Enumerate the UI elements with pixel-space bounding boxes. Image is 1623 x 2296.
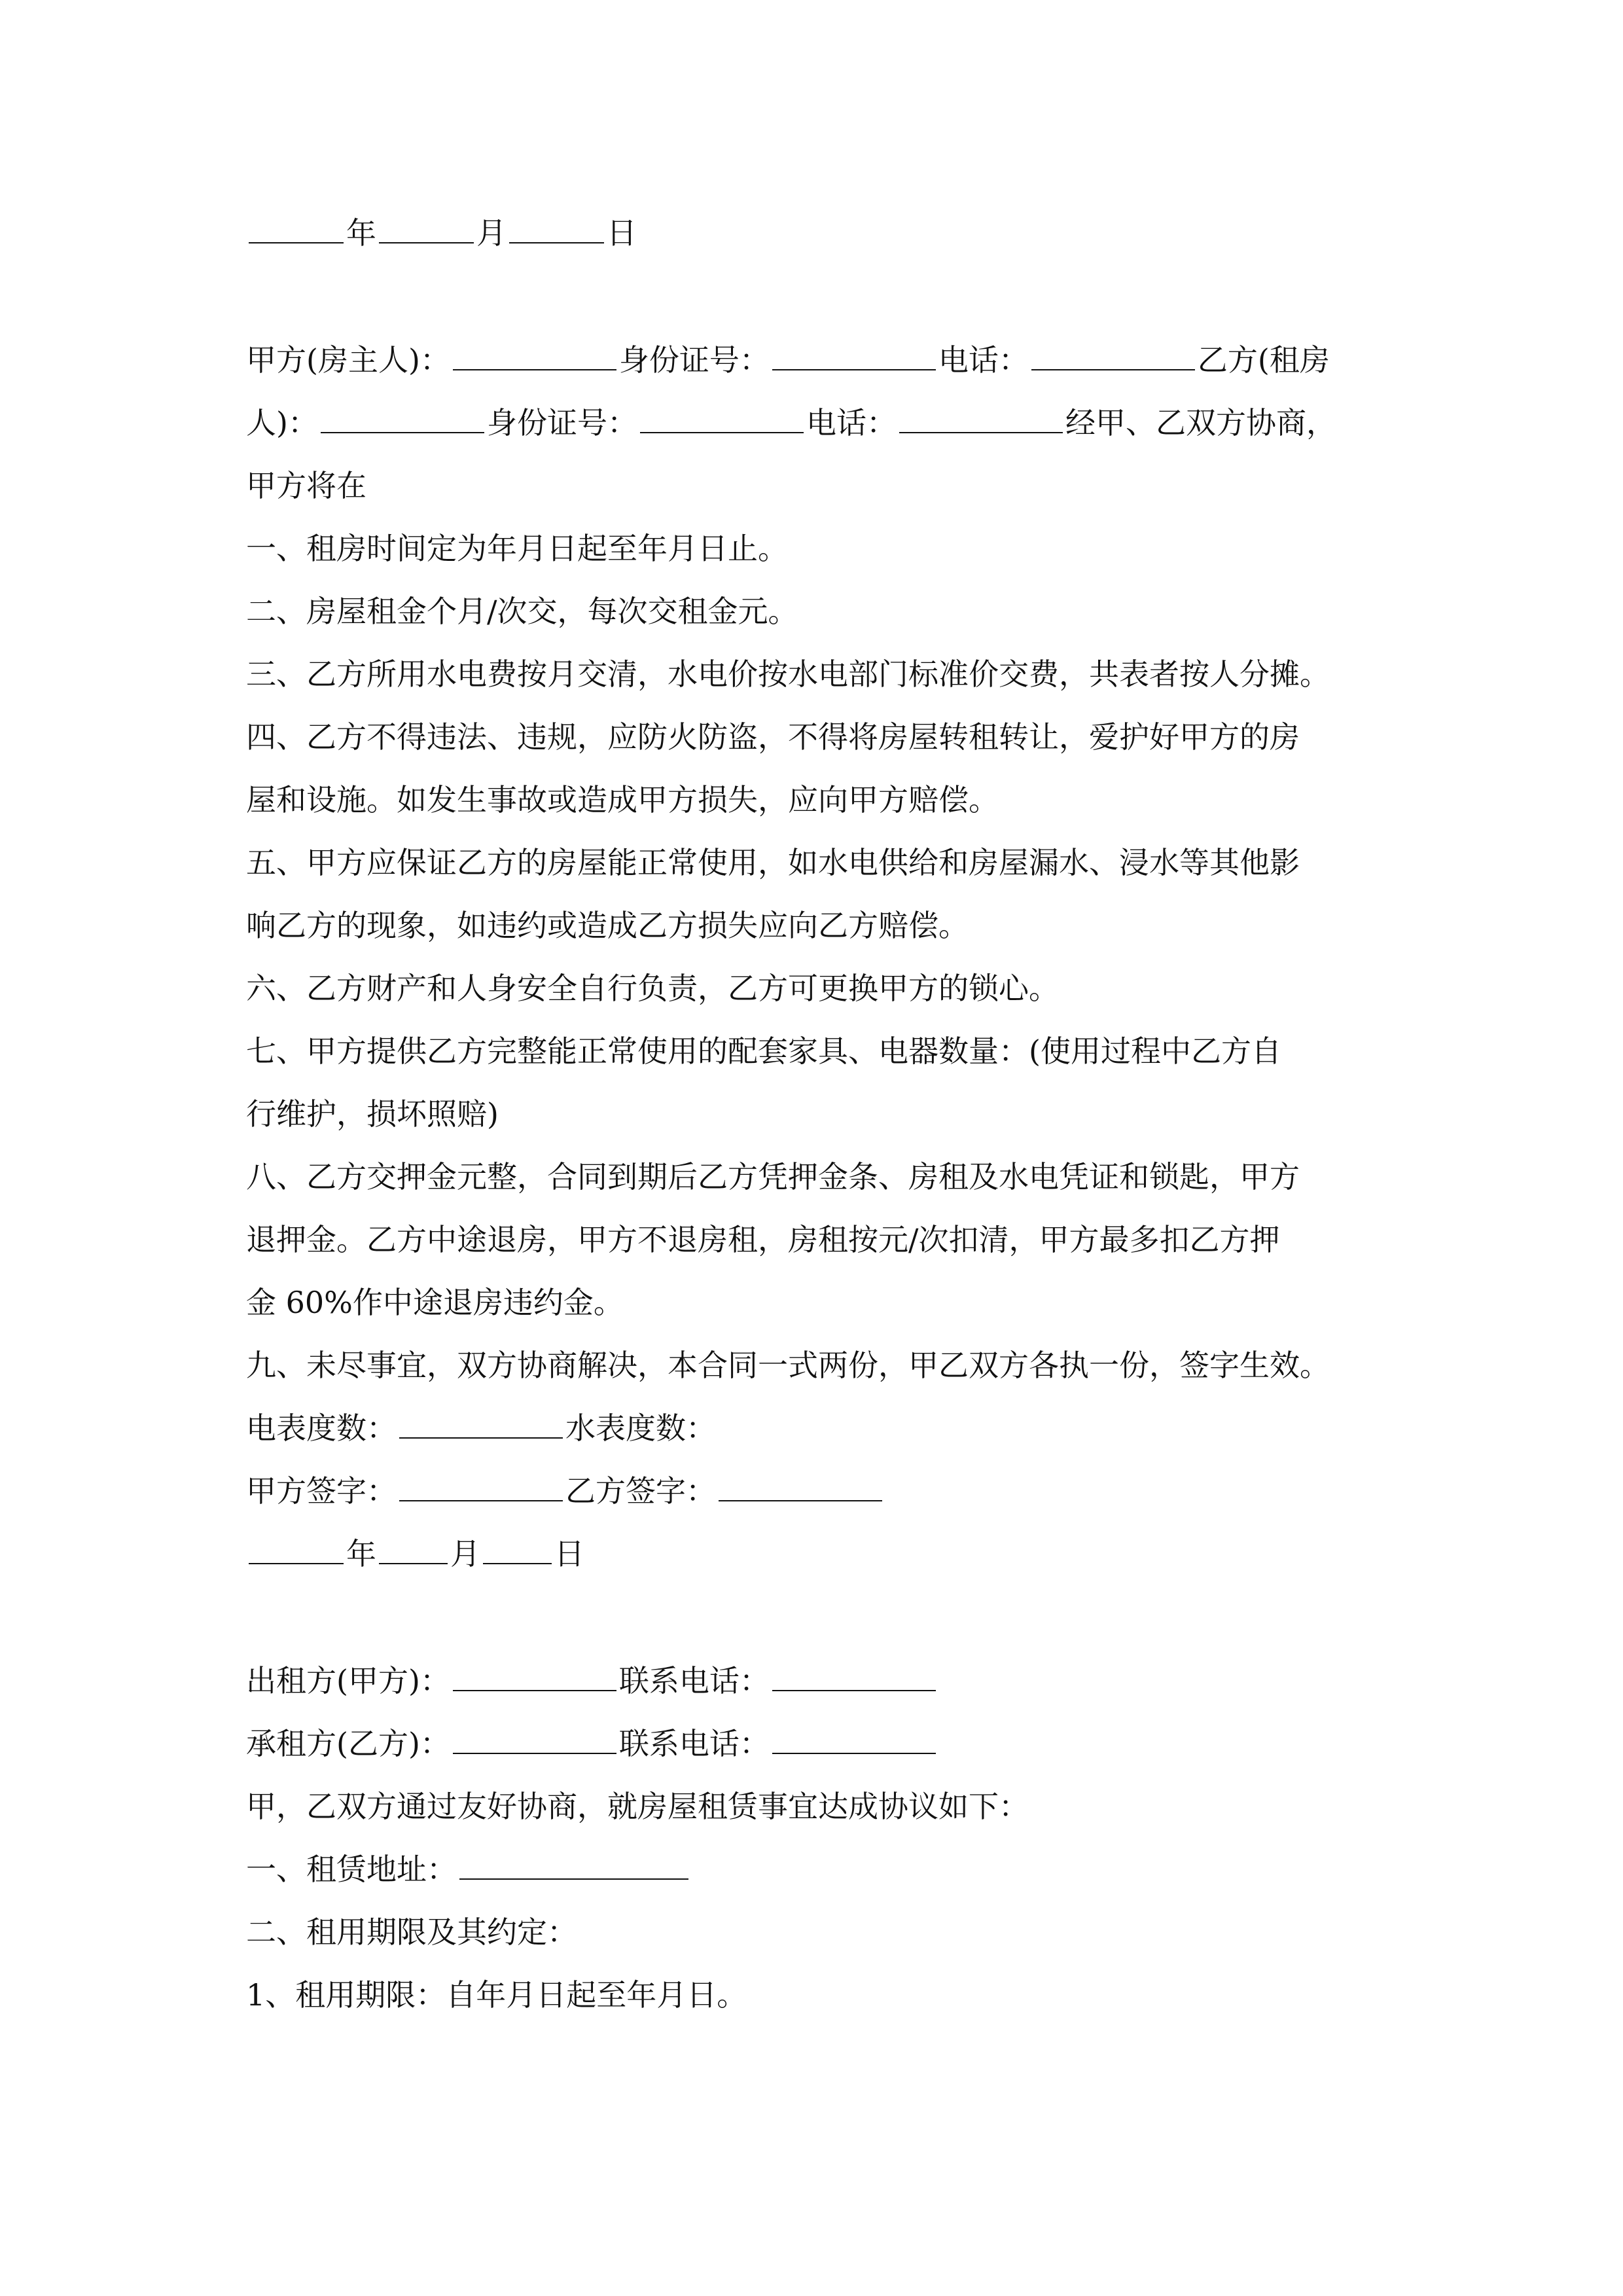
id-label: 身份证号： [486,405,637,440]
clause-7-line-2: 行维护，损坏照赔) [246,1096,499,1132]
clause-8-line-2: 退押金。乙方中途退房，甲方不退房租，房租按元/次扣清，甲方最多扣乙方押 [246,1222,1280,1257]
lessor-phone-blank [772,1670,936,1691]
spacer [246,264,1385,329]
signatures [246,1460,1385,1522]
lessor-line [246,1649,1385,1712]
clause-1: 一、租房时间定为年月日起至年月日止。 [246,531,788,566]
date-line-bottom [246,1522,1385,1585]
party-a-phone-blank [1031,350,1195,370]
date-line-top [246,202,1385,264]
lessee-phone-blank [772,1733,936,1754]
day-label: 日 [554,1536,584,1571]
year-blank [249,223,344,243]
clause-4-line-1: 四、乙方不得违法、违规，应防火防盗，不得将房屋转租转让，爱护好甲方的房 [246,719,1300,755]
phone-label: 电话： [806,405,897,440]
water-meter-label: 水表度数： [565,1410,716,1446]
year-blank [249,1543,344,1564]
lease-term-heading: 二、租用期限及其约定： [246,1914,577,1950]
clause-9: 九、未尽事宜，双方协商解决，本合同一式两份，甲乙双方各执一份，签字生效。 [246,1348,1330,1383]
clause-7-line-1: 七、甲方提供乙方完整能正常使用的配套家具、电器数量：(使用过程中乙方自 [246,1033,1281,1069]
lessee-name-blank [453,1733,616,1754]
party-b-phone-blank [899,412,1063,433]
party-b-id-blank [640,412,804,433]
lease-term-item-1: 1、租用期限：自年月日起至年月日。 [246,1977,747,2013]
clause-5-line-1: 五、甲方应保证乙方的房屋能正常使用，如水电供给和房屋漏水、浸水等其他影 [246,845,1300,880]
consult-text: 经甲、乙双方协商， [1065,405,1336,440]
lease-address-blank [459,1859,688,1880]
party-b-label-close: 人)： [246,405,318,440]
parties-line-1 [246,329,1385,391]
agreement-intro: 甲，乙双方通过友好协商，就房屋租赁事宜达成协议如下： [246,1789,1029,1824]
paragraph-line: 甲方将在 [246,468,366,503]
day-label: 日 [607,215,637,251]
lessor-label: 出租方(甲方)： [246,1663,450,1698]
electric-meter-blank [399,1418,563,1439]
clause-2: 二、房屋租金个月/次交，每次交租金元。 [246,594,798,629]
party-a-name-blank [453,350,616,370]
lessee-line [246,1712,1385,1775]
clause-3: 三、乙方所用水电费按月交清，水电价按水电部门标准价交费，共表者按人分摊。 [246,656,1330,692]
clause-6: 六、乙方财产和人身安全自行负责，乙方可更换甲方的锁心。 [246,971,1059,1006]
clause-8-line-3: 金 60%作中途退房违约金。 [246,1285,624,1320]
clause-5-line-2: 响乙方的现象，如违约或造成乙方损失应向乙方赔偿。 [246,908,969,943]
electric-meter-label: 电表度数： [246,1410,397,1446]
clause-8-line-1: 八、乙方交押金元整，合同到期后乙方凭押金条、房租及水电凭证和锁匙，甲方 [246,1159,1300,1194]
lessor-name-blank [453,1670,616,1691]
sign-b-blank [719,1480,882,1501]
contact-phone-label: 联系电话： [618,1726,770,1761]
lease-address [246,1838,1385,1901]
lease-address-label: 一、租赁地址： [246,1852,457,1887]
day-blank [483,1543,552,1564]
year-label: 年 [346,215,376,251]
sign-a-blank [399,1480,563,1501]
month-blank [379,223,474,243]
parties-line-2 [246,391,1385,454]
id-label: 身份证号： [618,342,770,378]
month-blank [379,1543,448,1564]
month-label: 月 [476,215,507,251]
sign-a-label: 甲方签字： [246,1473,397,1509]
day-blank [509,223,604,243]
year-label: 年 [346,1536,376,1571]
party-b-label-open: 乙方(租房 [1197,342,1330,378]
party-a-id-blank [772,350,936,370]
contact-phone-label: 联系电话： [618,1663,770,1698]
lessee-label: 承租方(乙方)： [246,1726,450,1761]
meter-readings [246,1397,1385,1460]
party-a-label: 甲方(房主人)： [246,342,450,378]
phone-label: 电话： [938,342,1029,378]
party-b-name-blank [321,412,484,433]
clause-4-line-2: 屋和设施。如发生事故或造成甲方损失，应向甲方赔偿。 [246,782,999,817]
month-label: 月 [450,1536,480,1571]
document-body [246,202,1385,2026]
sign-b-label: 乙方签字： [565,1473,716,1509]
spacer [246,1585,1385,1649]
